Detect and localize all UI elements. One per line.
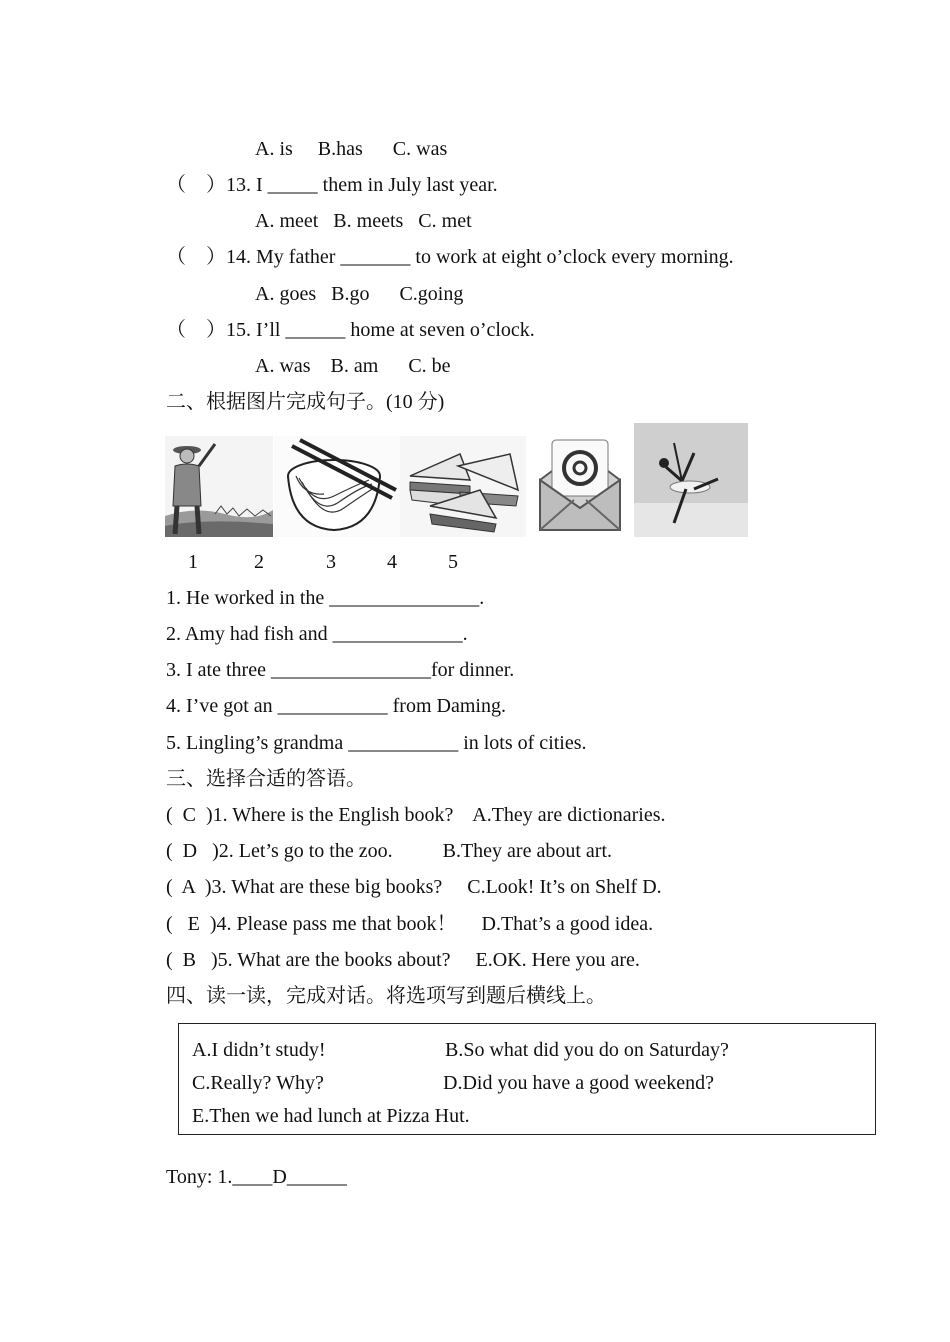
part3-item: ( A )3. What are these big books? C.Look! It’s on Shelf D.	[166, 876, 662, 898]
q14-question: （ ）14. My father _______ to work at eight o’clock every morning.	[166, 246, 734, 268]
q15-question: （ ）15. I’ll ______ home at seven o’clock.	[166, 319, 535, 341]
picture-number: 5	[448, 551, 458, 573]
part2-heading: 二、根据图片完成句子。(10 分)	[166, 391, 445, 413]
part2-sentence: 3. I ate three ________________for dinner.	[166, 659, 515, 681]
option-c: C.Really? Why?	[192, 1072, 324, 1094]
picture-number: 2	[254, 551, 264, 573]
part2-sentence: 2. Amy had fish and _____________.	[166, 623, 468, 645]
q13-question: （ ）13. I _____ them in July last year.	[166, 174, 498, 196]
option-a: A.I didn’t study!	[192, 1039, 326, 1061]
part3-item: ( D )2. Let’s go to the zoo. B.They are about art.	[166, 840, 612, 862]
part4-heading: 四、读一读，完成对话。将选项写到题后横线上。	[166, 985, 606, 1007]
options-box	[178, 1023, 876, 1135]
farmer-icon	[165, 436, 273, 537]
part3-item: ( E )4. Please pass me that book！ D.That’s a good idea.	[166, 913, 654, 935]
picture-number: 4	[387, 551, 397, 573]
part3-item: ( C )1. Where is the English book? A.They are dictionaries.	[166, 804, 666, 826]
part2-sentence: 4. I’ve got an ___________ from Daming.	[166, 695, 506, 717]
q13-options: A. meet B. meets C. met	[255, 210, 472, 232]
q14-options: A. goes B.go C.going	[255, 283, 464, 305]
sandwiches-icon	[400, 436, 526, 537]
option-d: D.Did you have a good weekend?	[443, 1072, 715, 1094]
picture-number: 1	[188, 551, 198, 573]
q15-options: A. was B. am C. be	[255, 355, 451, 377]
part3-heading: 三、选择合适的答语。	[166, 768, 366, 790]
part3-item: ( B )5. What are the books about? E.OK. Here you are.	[166, 949, 640, 971]
dancer-icon	[634, 423, 748, 537]
picture-number: 3	[326, 551, 336, 573]
option-e: E.Then we had lunch at Pizza Hut.	[192, 1105, 470, 1127]
noodles-bowl-icon	[274, 436, 400, 537]
email-icon	[530, 430, 630, 537]
part2-sentence: 5. Lingling’s grandma ___________ in lots of cities.	[166, 732, 587, 754]
part2-sentence: 1. He worked in the _______________.	[166, 587, 485, 609]
option-b: B.So what did you do on Saturday?	[445, 1039, 729, 1061]
q12-options: A. is B.has C. was	[255, 138, 448, 160]
tony-line: Tony: 1.____D______	[166, 1166, 347, 1188]
